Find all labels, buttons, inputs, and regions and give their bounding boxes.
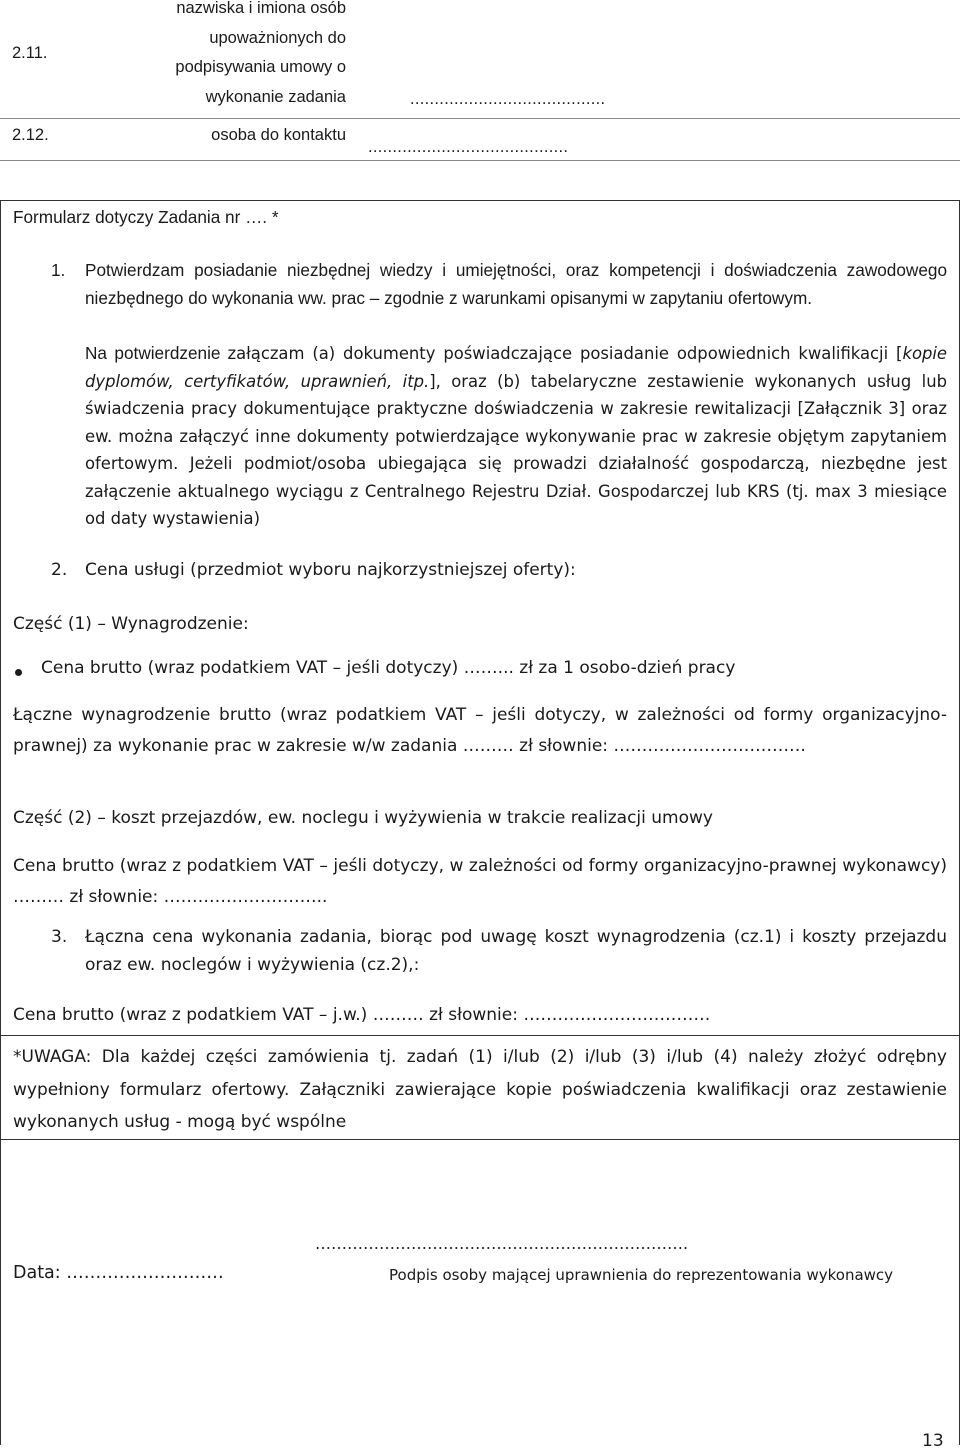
date-field[interactable]: Data: ……………………… <box>13 1263 224 1283</box>
item-2-number: 2. <box>51 560 68 580</box>
row-number-2-12: 2.12. <box>12 126 49 144</box>
item-1-text-b: Na potwierdzenie załączam (a) dokumenty poświadczające posiadanie odpowiednich kwalifikacji [kopie dyplomów, certyfikatów, uprawnień, itp.], oraz (b) tabelaryczne zestawienie wykonanych usług lub świadczenia pracy dokumentujące praktyczne doświadczenia w zakresie rewitalizacji [Załącznik 3] oraz ew. można załączyć inne dokumenty potwierdzające wykonywanie prac w zakresie objętym zapytaniem ofertowym. Jeżeli podmiot/osoba ubiegająca się prowadzi działalność gospodarczą, niezbędne jest załączenie aktualnego wyciągu z Centralnego Rejestru Dział. Gospodarczej lub KRS (tj. max 3 miesiące od daty wystawienia) <box>85 343 948 528</box>
part-2-heading: Część (2) – koszt przejazdów, ew. noclegu i wyżywienia w trakcie realizacji umowy <box>13 808 713 828</box>
contact-person-value[interactable]: ......................................... <box>368 138 569 156</box>
authorized-persons-label: nazwiska i imiona osób upoważnionych do podpisywania umowy o wykonanie zadania <box>175 0 346 106</box>
offer-form <box>0 200 960 1451</box>
item-3-text: Łączna cena wykonania zadania, biorąc pod uwagę koszt wynagrodzenia (cz.1) i koszty przejazdu oraz ew. noclegów i wyżywienia (cz.2),: <box>85 927 947 975</box>
page-number: 13 <box>922 1431 944 1451</box>
total-price-line[interactable]: Cena brutto (wraz z podatkiem VAT – j.w.) ……… zł słownie: …………………………… <box>13 1005 711 1025</box>
part-1-total[interactable]: Łączne wynagrodzenie brutto (wraz podatkiem VAT – jeśli dotyczy, w zależności od formy organizacyjno-prawnej) za wykonanie prac w zakresie w/w zadania ……… zł słownie: ……………………………. <box>13 705 947 756</box>
signature-caption: Podpis osoby mającej uprawnienia do reprezentowania wykonawcy <box>389 1266 894 1284</box>
part-2-price[interactable]: Cena brutto (wraz z podatkiem VAT – jeśli dotyczy, w zależności od formy organizacyjno-prawnej wykonawcy) ……… zł słownie: ……………………….. <box>13 856 947 907</box>
table-row-divider <box>0 118 960 119</box>
part-1-heading: Część (1) – Wynagrodzenie: <box>13 614 249 634</box>
item-1-number: 1. <box>51 260 66 280</box>
contact-person-label: osoba do kontaktu <box>211 126 346 144</box>
authorized-persons-value[interactable]: ........................................ <box>410 90 606 108</box>
item-1-text-a: Potwierdzam posiadanie niezbędnej wiedzy i umiejętności, oraz kompetencji i doświadczenia zawodowego niezbędnego do wykonania ww. prac – zgodnie z warunkami opisanymi w zapytaniu ofertowym. <box>85 260 947 308</box>
signature-dots[interactable]: ……………………………………………………………. <box>315 1234 689 1253</box>
item-2-text: Cena usługi (przedmiot wyboru najkorzystniejszej oferty): <box>85 560 576 580</box>
note-text: *UWAGA: Dla każdej części zamówienia tj. zadań (1) i/lub (2) i/lub (3) i/lub (4) należy złożyć odrębny wypełniony formularz ofertowy. Załączniki zawierające kopie poświadczenia kwalifikacji oraz zestawienie wykonanych usług - mogą być wspólne <box>13 1047 947 1132</box>
form-title: Formularz dotyczy Zadania nr …. * <box>13 207 279 227</box>
item-3-number: 3. <box>51 927 68 947</box>
row-number-2-11: 2.11. <box>12 44 48 62</box>
bullet-icon <box>15 669 22 676</box>
table-bottom-line <box>0 160 960 161</box>
note-divider-bottom <box>1 1139 959 1140</box>
part-1-daily-price[interactable]: Cena brutto (wraz podatkiem VAT – jeśli dotyczy) ……... zł za 1 osobo-dzień pracy <box>41 658 736 678</box>
note-divider-top <box>1 1035 959 1036</box>
